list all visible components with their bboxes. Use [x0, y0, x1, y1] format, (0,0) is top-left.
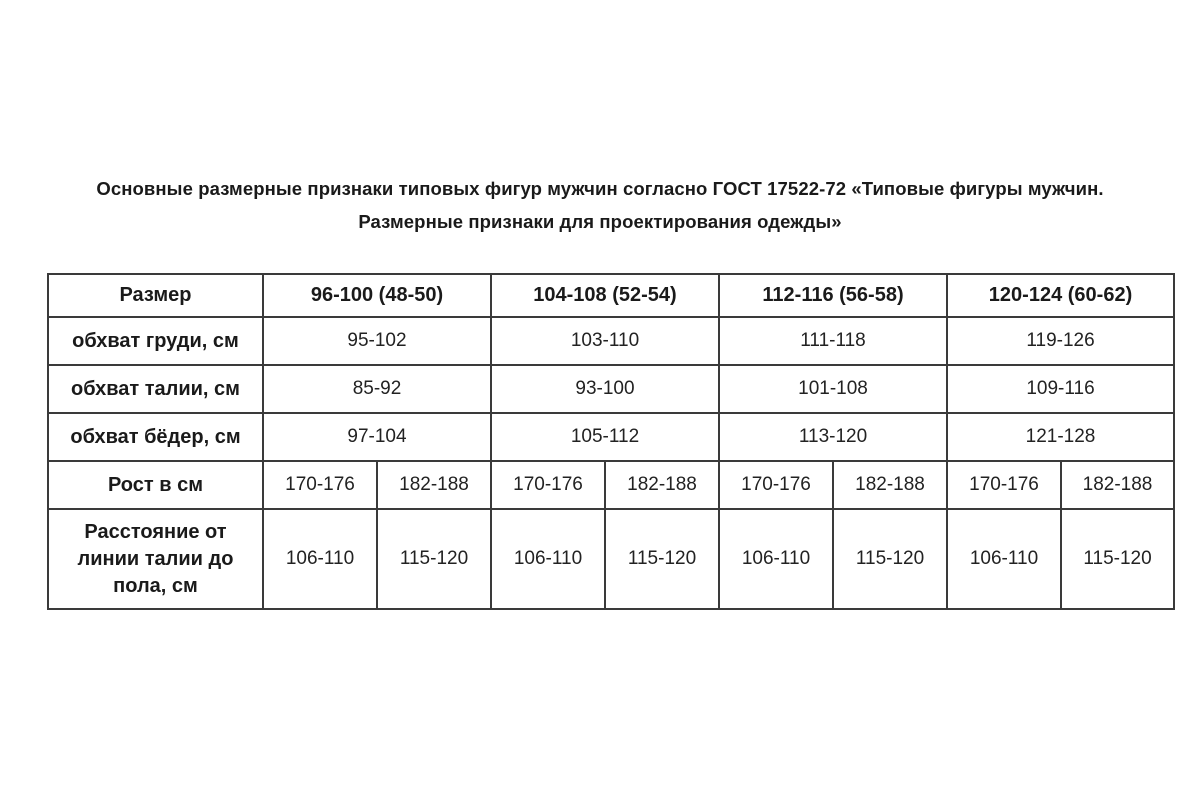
row-label-chest: обхват груди, см [48, 317, 263, 365]
gost-size-table [47, 273, 1175, 610]
cell-wtf-2: 115-120 [377, 509, 491, 609]
title-line-1: Основные размерные признаки типовых фигур мужчин согласно ГОСТ 17522-72 «Типовые фигуры мужчин. [96, 178, 1104, 199]
cell-height-3: 170-176 [491, 461, 605, 509]
column-header-size: Размер [48, 274, 263, 317]
row-label-waist: обхват талии, см [48, 365, 263, 413]
cell-chest-4: 119-126 [947, 317, 1174, 365]
cell-hips-2: 105-112 [491, 413, 719, 461]
cell-hips-1: 97-104 [263, 413, 491, 461]
row-waist-to-floor [48, 509, 1174, 609]
column-header-112-116: 112-116 (56-58) [719, 274, 947, 317]
cell-height-1: 170-176 [263, 461, 377, 509]
row-waist [48, 365, 1174, 413]
cell-wtf-5: 106-110 [719, 509, 833, 609]
cell-height-2: 182-188 [377, 461, 491, 509]
row-label-height: Рост в см [48, 461, 263, 509]
cell-height-6: 182-188 [833, 461, 947, 509]
cell-waist-3: 101-108 [719, 365, 947, 413]
document-title [0, 172, 1200, 238]
column-header-96-100: 96-100 (48-50) [263, 274, 491, 317]
column-header-120-124: 120-124 (60-62) [947, 274, 1174, 317]
cell-wtf-3: 106-110 [491, 509, 605, 609]
cell-wtf-1: 106-110 [263, 509, 377, 609]
cell-waist-2: 93-100 [491, 365, 719, 413]
cell-hips-4: 121-128 [947, 413, 1174, 461]
cell-wtf-7: 106-110 [947, 509, 1061, 609]
row-chest [48, 317, 1174, 365]
cell-hips-3: 113-120 [719, 413, 947, 461]
cell-height-5: 170-176 [719, 461, 833, 509]
cell-height-4: 182-188 [605, 461, 719, 509]
row-hips [48, 413, 1174, 461]
row-label-waist-to-floor: Расстояние от линии талии до пола, см [48, 509, 263, 609]
cell-waist-4: 109-116 [947, 365, 1174, 413]
cell-height-8: 182-188 [1061, 461, 1174, 509]
cell-height-7: 170-176 [947, 461, 1061, 509]
cell-chest-3: 111-118 [719, 317, 947, 365]
row-label-hips: обхват бёдер, см [48, 413, 263, 461]
row-height [48, 461, 1174, 509]
title-line-2: Размерные признаки для проектирования одежды» [358, 211, 842, 232]
header-row [48, 274, 1174, 317]
column-header-104-108: 104-108 (52-54) [491, 274, 719, 317]
cell-waist-1: 85-92 [263, 365, 491, 413]
cell-wtf-4: 115-120 [605, 509, 719, 609]
cell-wtf-8: 115-120 [1061, 509, 1174, 609]
cell-wtf-6: 115-120 [833, 509, 947, 609]
cell-chest-2: 103-110 [491, 317, 719, 365]
cell-chest-1: 95-102 [263, 317, 491, 365]
